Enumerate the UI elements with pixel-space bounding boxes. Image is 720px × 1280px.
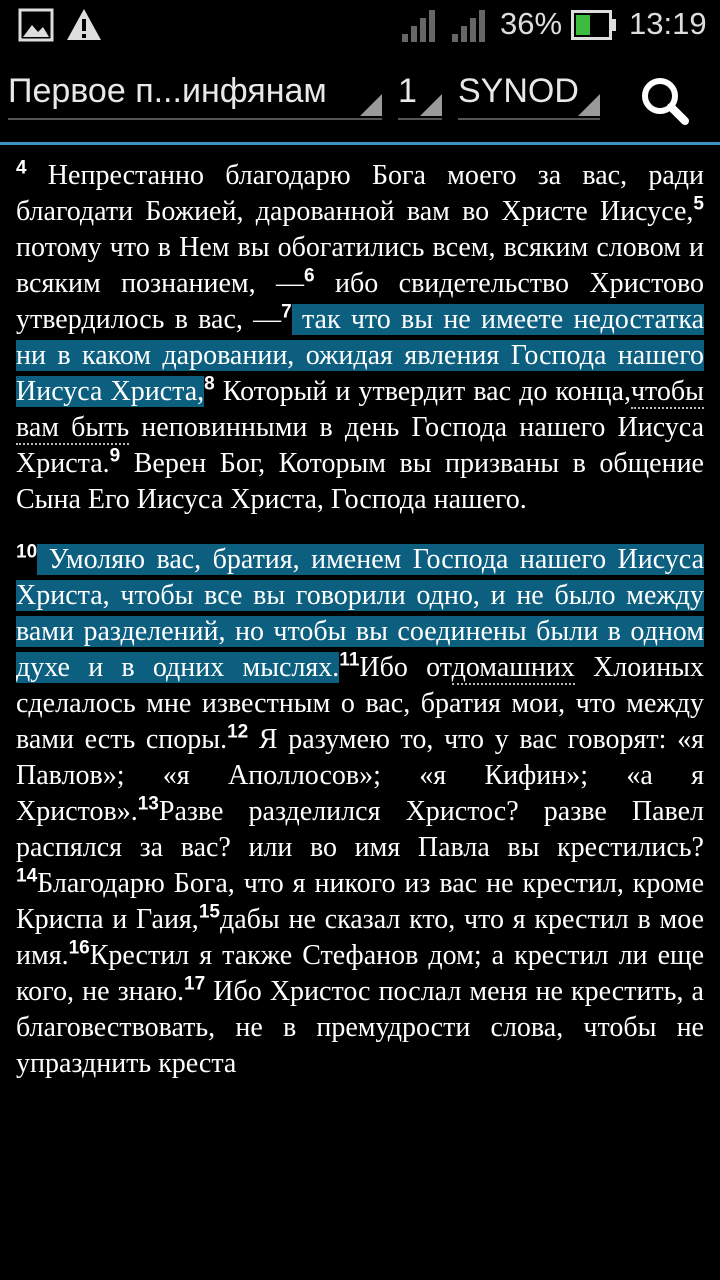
version-selector[interactable] xyxy=(458,68,600,120)
verse-text[interactable]: Верен Бог, Которым вы призваны в общение Сына Его Иисуса Христа, Господа нашего. xyxy=(16,448,704,515)
verse-number[interactable]: 9 xyxy=(109,445,121,467)
verse-text[interactable]: Который и утвердит вас до конца, xyxy=(214,376,631,407)
verse-text[interactable]: Благодарю Бога, что я никого из вас не крестил, кроме Криспа и Гаия, xyxy=(16,868,704,935)
verse-number[interactable]: 5 xyxy=(693,193,704,215)
verse-number[interactable]: 10 xyxy=(16,541,38,563)
dropdown-arrow-icon xyxy=(420,94,442,116)
signal-icon xyxy=(400,8,436,44)
battery-percentage: 36% xyxy=(500,6,563,41)
verse-number[interactable]: 11 xyxy=(339,649,360,671)
status-bar xyxy=(0,0,720,50)
dropdown-arrow-icon xyxy=(578,94,600,116)
verse-number[interactable]: 8 xyxy=(204,373,215,395)
underlined-text[interactable]: домашних xyxy=(451,652,575,683)
verse-text[interactable]: дабы не сказал кто, что я крестил в мое имя. xyxy=(16,904,704,971)
signal-icon xyxy=(450,8,486,44)
verse-number[interactable]: 15 xyxy=(198,901,220,923)
verse-text[interactable]: Непрестанно благодарю Бога моего за вас, ради благодати Божией, дарованной вам во Христе Иисусе, xyxy=(16,160,704,227)
image-icon xyxy=(18,7,54,43)
book-label: Первое п...инфянам xyxy=(8,72,327,110)
book-selector[interactable] xyxy=(8,68,382,120)
dropdown-arrow-icon xyxy=(360,94,382,116)
clock: 13:19 xyxy=(629,6,707,41)
verse-number[interactable]: 12 xyxy=(227,721,249,743)
toolbar-divider xyxy=(0,142,720,145)
verse-text[interactable]: потому что в Нем вы обогатились всем, всяким словом и всяким познанием, — xyxy=(16,232,704,299)
verse-text[interactable]: Разве разделился Христос? разве Павел распялся за вас? или во имя Павла вы крестились? xyxy=(16,796,704,863)
verse-text[interactable]: Ибо Христос послал меня не крестить, а благовествовать, не в премудрости слова, чтобы не упразднить креста xyxy=(16,976,704,1079)
underlined-text[interactable]: чтобы вам быть xyxy=(16,376,704,443)
chapter-selector[interactable] xyxy=(398,68,442,120)
version-label: SYNOD xyxy=(458,72,579,110)
verse-number[interactable]: 16 xyxy=(68,937,90,959)
verse-text[interactable]: Ибо от xyxy=(359,652,452,683)
search-icon[interactable] xyxy=(636,72,692,128)
verse-number[interactable]: 6 xyxy=(304,265,315,287)
chapter-label: 1 xyxy=(398,72,417,110)
verse-text[interactable]: Я разумею то, что у вас говорят: «я Павлов»; «я Аполлосов»; «я Кифин»; «а я Христов». xyxy=(16,724,704,827)
verse-number[interactable]: 14 xyxy=(16,865,38,887)
verse-number[interactable]: 17 xyxy=(184,973,206,995)
verse-text[interactable]: ибо свидетельство Христово утвердилось в вас, — xyxy=(16,268,704,335)
paragraph xyxy=(16,542,704,1082)
verse-number[interactable]: 4 xyxy=(16,158,27,179)
bible-text[interactable] xyxy=(16,158,704,1182)
highlighted-verse-text[interactable]: Умоляю вас, братия, именем Господа нашего Иисуса Христа, чтобы все вы говорили одно, и не было между вами разделений, но чтобы вы соединены были в одном духе и в одних мыслях. xyxy=(16,544,704,683)
verse-text[interactable]: неповинными в день Господа нашего Иисуса Христа. xyxy=(16,412,704,479)
verse-text[interactable]: Крестил я также Стефанов дом; а крестил ли еще кого, не знаю. xyxy=(16,940,704,1007)
battery-icon xyxy=(571,10,617,40)
toolbar xyxy=(0,50,720,142)
verse-number[interactable]: 13 xyxy=(137,793,159,815)
highlighted-verse-text[interactable]: так что вы не имеете недостатка ни в каком даровании, ожидая явления Господа нашего Иисуса Христа, xyxy=(16,304,704,407)
warning-icon xyxy=(66,7,102,43)
verse-number[interactable]: 7 xyxy=(281,301,292,323)
verse-text[interactable]: Хлоиных сделалось мне известным о вас, братия мои, что между вами есть споры. xyxy=(16,652,704,755)
paragraph xyxy=(16,158,704,518)
